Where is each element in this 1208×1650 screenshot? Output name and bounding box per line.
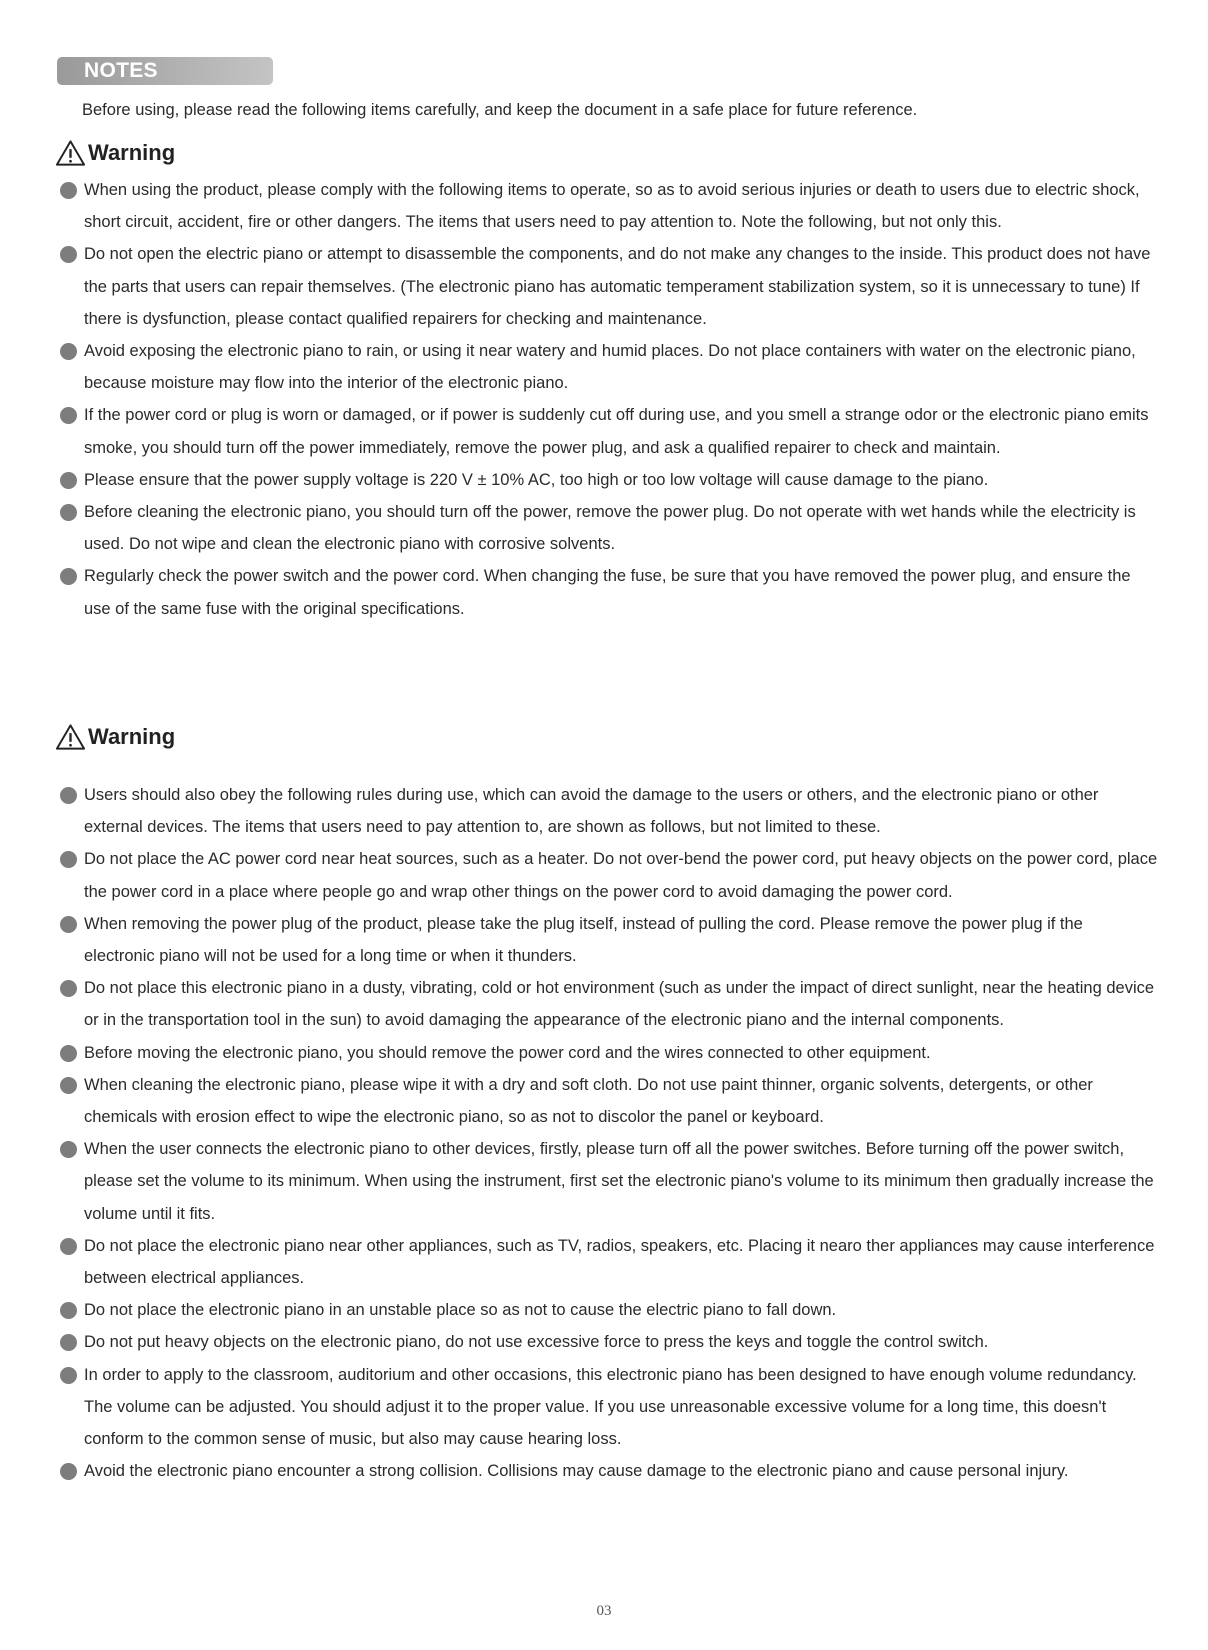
warning-heading-label: Warning [88, 140, 176, 165]
notes-badge: NOTES [57, 57, 273, 85]
warning-heading-1 [55, 139, 175, 167]
bullet-icon [60, 787, 77, 804]
list-item: Do not place the electronic piano in an unstable place so as not to cause the electric piano to fall down. [58, 1294, 1158, 1326]
list-item: Do not place this electronic piano in a dusty, vibrating, cold or hot environment (such as under the impact of direct sunlight, near the heating device or in the transportation tool in the sun) to avoid damaging the appearance of the electronic piano and the internal components. [58, 972, 1158, 1036]
list-item: Please ensure that the power supply voltage is 220 V ± 10% AC, too high or too low voltage will cause damage to the piano. [58, 464, 1158, 496]
list-item: Users should also obey the following rules during use, which can avoid the damage to the users or others, and the electronic piano or other external devices. The items that users need to pay attention to, are shown as follows, but not limited to these. [58, 779, 1158, 843]
bullet-icon [60, 343, 77, 360]
list-item: When the user connects the electronic piano to other devices, firstly, please turn off all the power switches. Before turning off the power switch, please set the volume to its minimum. When using the instrument, first set the electronic piano's volume to its minimum then gradually increase the volume until it fits. [58, 1133, 1158, 1230]
bullet-icon [60, 980, 77, 997]
bullet-icon [60, 851, 77, 868]
bullet-icon [60, 246, 77, 263]
bullet-icon [60, 568, 77, 585]
warning-triangle-icon [55, 723, 86, 751]
list-item: Before cleaning the electronic piano, you should turn off the power, remove the power plug. Do not operate with wet hands while the electricity is used. Do not wipe and clean the electronic piano with corrosive solvents. [58, 496, 1158, 560]
warning-heading-label: Warning [88, 724, 176, 749]
list-item: Regularly check the power switch and the power cord. When changing the fuse, be sure that you have removed the power plug, and ensure the use of the same fuse with the original specifications. [58, 560, 1158, 624]
bullet-icon [60, 472, 77, 489]
warning-heading-2 [55, 723, 175, 751]
list-item: Avoid the electronic piano encounter a strong collision. Collisions may cause damage to the electronic piano and cause personal injury. [58, 1455, 1158, 1487]
bullet-icon [60, 1077, 77, 1094]
bullet-icon [60, 1141, 77, 1158]
intro-text: Before using, please read the following items carefully, and keep the document in a safe place for future reference. [82, 101, 918, 119]
list-item: When using the product, please comply with the following items to operate, so as to avoid serious injuries or death to users due to electric shock, short circuit, accident, fire or other dangers. The items that users need to pay attention to. Note the following, but not only this. [58, 174, 1158, 238]
bullet-icon [60, 1334, 77, 1351]
bullet-icon [60, 182, 77, 199]
warning-list-2 [58, 779, 1158, 1487]
list-item: Do not put heavy objects on the electronic piano, do not use excessive force to press the keys and toggle the control switch. [58, 1326, 1158, 1358]
bullet-icon [60, 504, 77, 521]
list-item: Do not open the electric piano or attempt to disassemble the components, and do not make any changes to the inside. This product does not have the parts that users can repair themselves. (The electronic piano has automatic temperament stabilization system, so it is unnecessary to tune) If there is dysfunction, please contact qualified repairers for checking and maintenance. [58, 238, 1158, 335]
bullet-icon [60, 1463, 77, 1480]
list-item: Do not place the electronic piano near other appliances, such as TV, radios, speakers, etc. Placing it nearo ther appliances may cause interference between electrical appliances. [58, 1230, 1158, 1294]
bullet-icon [60, 407, 77, 424]
list-item: Before moving the electronic piano, you should remove the power cord and the wires connected to other equipment. [58, 1037, 1158, 1069]
bullet-icon [60, 1238, 77, 1255]
bullet-icon [60, 1367, 77, 1384]
page-number: 03 [596, 1603, 612, 1619]
list-item: When cleaning the electronic piano, please wipe it with a dry and soft cloth. Do not use paint thinner, organic solvents, detergents, or other chemicals with erosion effect to wipe the electronic piano, so as not to discolor the panel or keyboard. [58, 1069, 1158, 1133]
list-item: Do not place the AC power cord near heat sources, such as a heater. Do not over-bend the power cord, put heavy objects on the power cord, place the power cord in a place where people go and wrap other things on the power cord to avoid damaging the power cord. [58, 843, 1158, 907]
list-item: Avoid exposing the electronic piano to rain, or using it near watery and humid places. Do not place containers with water on the electronic piano, because moisture may flow into the interior of the electronic piano. [58, 335, 1158, 399]
warning-triangle-icon [55, 139, 86, 167]
list-item: In order to apply to the classroom, auditorium and other occasions, this electronic piano has been designed to have enough volume redundancy. The volume can be adjusted. You should adjust it to the proper value. If you use unreasonable excessive volume for a long time, this doesn't conform to the common sense of music, but also may cause hearing loss. [58, 1359, 1158, 1456]
list-item: If the power cord or plug is worn or damaged, or if power is suddenly cut off during use, and you smell a strange odor or the electronic piano emits smoke, you should turn off the power immediately, remove the power plug, and ask a qualified repairer to check and maintain. [58, 399, 1158, 463]
list-item: When removing the power plug of the product, please take the plug itself, instead of pulling the cord. Please remove the power plug if the electronic piano will not be used for a long time or when it thunders. [58, 908, 1158, 972]
warning-list-1 [58, 174, 1158, 625]
bullet-icon [60, 1045, 77, 1062]
bullet-icon [60, 1302, 77, 1319]
bullet-icon [60, 916, 77, 933]
